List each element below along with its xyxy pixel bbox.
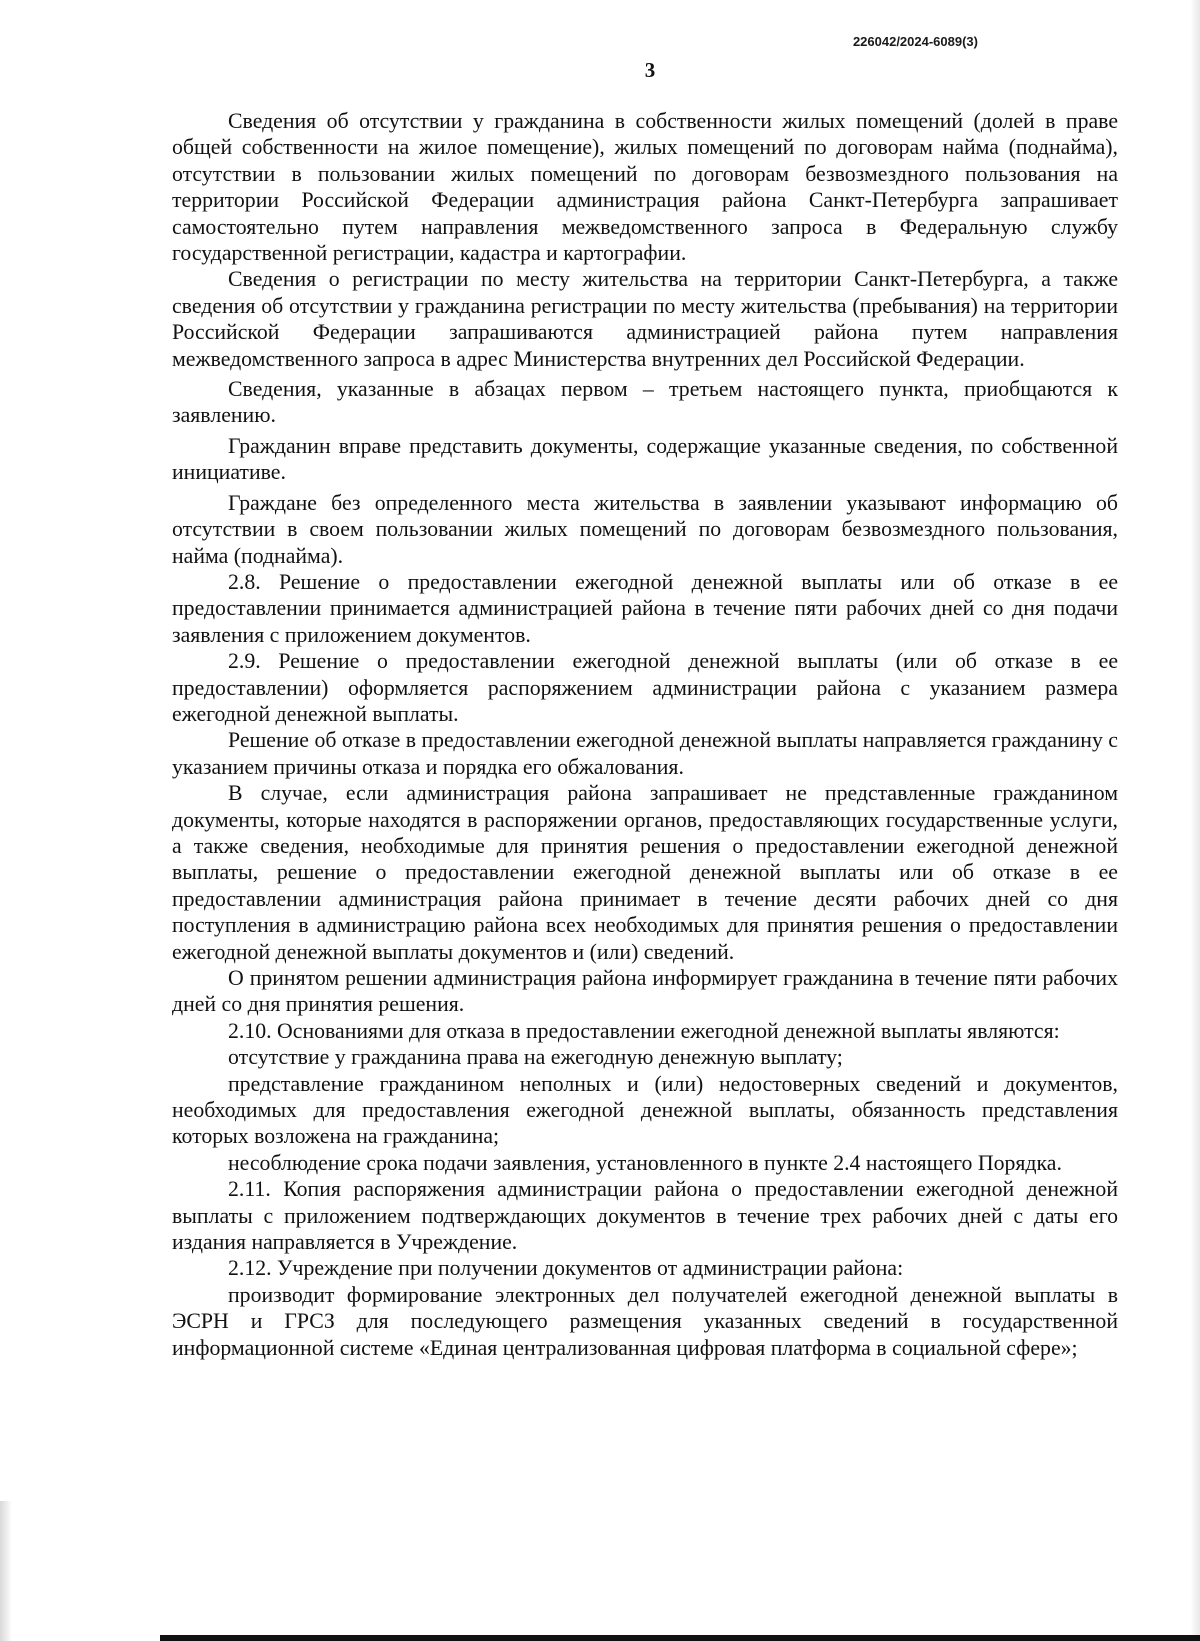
- paragraph: Сведения об отсутствии у гражданина в собственности жилых помещений (долей в праве общей собственности на жилое помещение), жилых помещений по договорам найма (поднайма), отсутствии в пользовании жилых помещений по договорам безвозмездного пользования на территории Российской Федерации администрация района Санкт-Петербурга запрашивает самостоятельно путем направления межведомственного запроса в Федеральную службу государственной регистрации, кадастра и картографии.: [172, 109, 1118, 266]
- paragraph: 2.12. Учреждение при получении документов от администрации района:: [228, 1256, 904, 1281]
- paragraph: Гражданин вправе представить документы, содержащие указанные сведения, по собственной инициативе.: [172, 433, 1118, 485]
- paragraph: производит формирование электронных дел получателей ежегодной денежной выплаты в ЭСРН и ГРСЗ для последующего размещения указанных сведений в государственной информационной системе «Единая централизованная цифровая платформа в социальной сфере»;: [172, 1282, 1118, 1360]
- paragraph: Сведения о регистрации по месту жительства на территории Санкт-Петербурга, а также сведения об отсутствии у гражданина регистрации по месту жительства (пребывания) на территории Российской Федерации запрашиваются администрацией района путем направления межведомственного запроса в адрес Министерства внутренних дел Российской Федерации.: [172, 267, 1118, 371]
- paragraph: представление гражданином неполных и (или) недостоверных сведений и документов, необходимых для предоставления ежегодной денежной выплаты, обязанность представления которых возложена на гражданина;: [172, 1071, 1118, 1149]
- paragraph: 2.10. Основаниями для отказа в предоставлении ежегодной денежной выплаты являются:: [228, 1018, 1060, 1043]
- document-number: 226042/2024-6089(3): [852, 34, 978, 49]
- paragraph: 2.8. Решение о предоставлении ежегодной денежной выплаты или об отказе в ее предоставлении принимается администрацией района в течение пяти рабочих дней со дня подачи заявления с приложением документов.: [172, 569, 1118, 647]
- paragraph: Сведения, указанные в абзацах первом – третьем настоящего пункта, приобщаются к заявлению.: [172, 377, 1118, 428]
- paragraph: несоблюдение срока подачи заявления, установленного в пункте 2.4 настоящего Порядка.: [228, 1150, 1062, 1175]
- document-body: [172, 108, 1118, 1361]
- scan-right-edge: [1190, 0, 1200, 1641]
- paragraph: отсутствие у гражданина права на ежегодную денежную выплату;: [228, 1045, 843, 1070]
- page-number: 3: [644, 58, 656, 82]
- paragraph: Решение об отказе в предоставлении ежегодной денежной выплаты направляется гражданину с указанием причины отказа и порядка его обжалования.: [172, 728, 1118, 779]
- scan-bottom-edge: [160, 1635, 1200, 1641]
- paragraph: В случае, если администрация района запрашивает не представленные гражданином документы, которые находятся в распоряжении органов, предоставляющих государственные услуги, а также сведения, необходимые для принятия решения о предоставлении ежегодной денежной выплаты, решение о предоставлении ежегодной денежной выплаты или об отказе в ее предоставлении администрация района принимает в течение десяти рабочих дней со дня поступления в администрацию района всех необходимых для принятия решения о предоставлении ежегодной денежной выплаты документов и (или) сведений.: [172, 781, 1118, 964]
- paragraph: О принятом решении администрация района информирует гражданина в течение пяти рабочих дней со дня принятия решения.: [172, 966, 1118, 1017]
- paragraph: 2.11. Копия распоряжения администрации района о предоставлении ежегодной денежной выплаты с приложением подтверждающих документов в течение трех рабочих дней с даты его издания направляется в Учреждение.: [172, 1177, 1118, 1255]
- paragraph: Граждане без определенного места жительства в заявлении указывают информацию об отсутствии в своем пользовании жилых помещений по договорам безвозмездного пользования, найма (поднайма).: [172, 490, 1118, 568]
- paragraph: 2.9. Решение о предоставлении ежегодной денежной выплаты (или об отказе в ее предоставлении) оформляется распоряжением администрации района с указанием размера ежегодной денежной выплаты.: [172, 649, 1118, 726]
- scan-left-shadow: [0, 1501, 12, 1641]
